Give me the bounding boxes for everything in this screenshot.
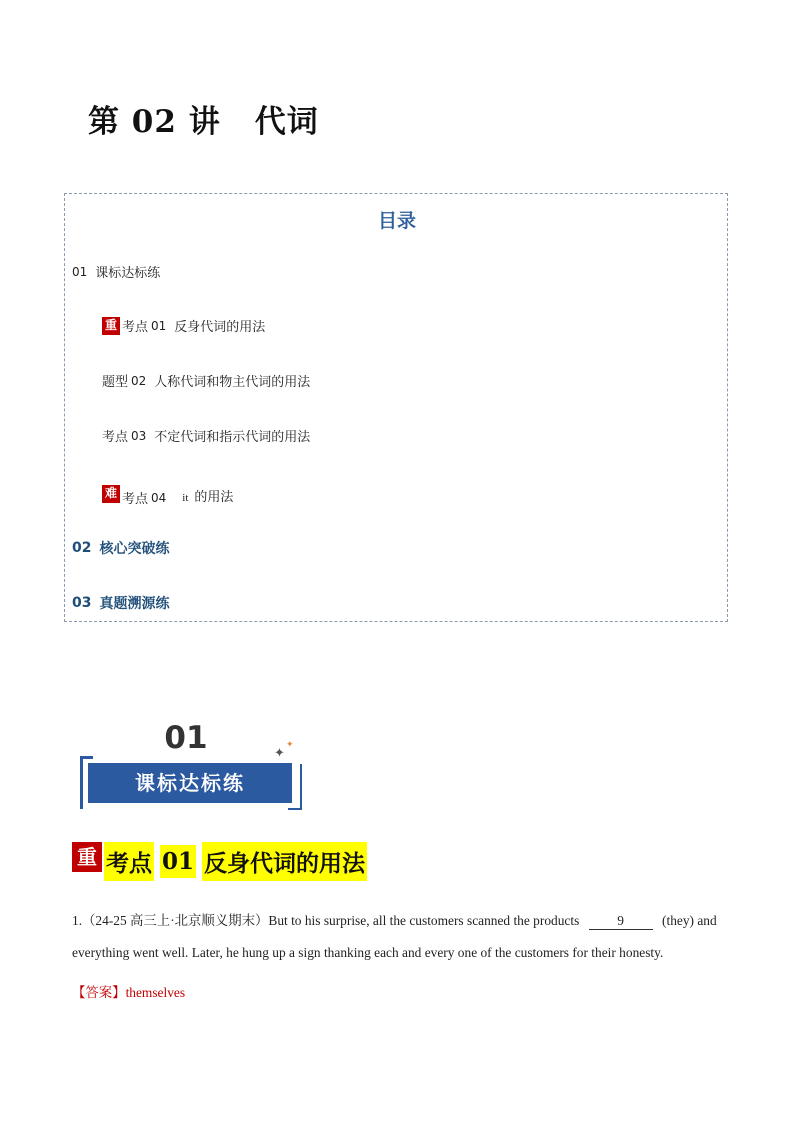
toc-item-number: 02 <box>131 373 147 388</box>
question-rest: and everything went well. Later, he hung up a sign thanking each and every one of the customers for their honesty. <box>72 913 717 960</box>
question-lead: 1.（24-25 高三上·北京顺义期末）But to his surprise, all the customers scanned the products <box>72 913 580 928</box>
banner-number: 01 <box>164 720 208 756</box>
section-number: 01 <box>160 845 196 878</box>
toc-item-label: 人称代词和物主代词的用法 <box>154 375 311 390</box>
key-badge-icon: 重 <box>102 317 120 335</box>
toc-item-number: 03 <box>72 595 92 611</box>
section-label: 反身代词的用法 <box>202 842 367 881</box>
toc-item-label: 反身代词的用法 <box>174 320 266 335</box>
question-hint: (they) <box>662 913 694 928</box>
sparkle-icon: ✦ <box>274 746 285 761</box>
toc-item-prefix: 考点 <box>122 492 149 507</box>
lesson-title <box>88 96 319 141</box>
section-prefix: 考点 <box>104 842 154 881</box>
toc-item-prefix: 考点 <box>102 430 129 445</box>
toc-item-number: 04 <box>151 490 167 505</box>
toc-item-point-03[interactable] <box>102 426 310 445</box>
toc-item-label: it <box>182 491 189 504</box>
toc-item-practice[interactable] <box>72 262 160 281</box>
answer-tag: 【答案】 <box>72 985 126 1000</box>
difficult-badge-icon: 难 <box>102 485 120 503</box>
banner-label: 课标达标练 <box>88 763 292 803</box>
toc-item-label: 真题溯源练 <box>99 596 170 612</box>
toc-item-type-02[interactable] <box>102 371 310 390</box>
answer-blank[interactable]: 9 <box>589 913 653 930</box>
toc-item-label: 课标达标练 <box>95 266 161 281</box>
sparkle-small-icon: ✦ <box>286 740 294 750</box>
toc-item-point-01[interactable] <box>102 316 265 335</box>
answer-value: themselves <box>125 985 186 1000</box>
toc-heading: 目录 <box>377 210 416 232</box>
toc-item-point-04[interactable] <box>102 480 233 507</box>
lesson-number: 第 02 讲 <box>88 104 221 140</box>
toc-item-label: 不定代词和指示代词的用法 <box>154 430 311 445</box>
toc-item-prefix: 题型 <box>102 375 129 390</box>
section-banner <box>80 720 302 812</box>
lesson-topic: 代词 <box>254 104 319 140</box>
toc-item-number: 03 <box>131 428 147 443</box>
toc-item-label: 核心突破练 <box>99 541 170 557</box>
question-1 <box>72 905 722 969</box>
key-badge-icon: 重 <box>72 842 102 872</box>
toc-item-number: 02 <box>72 540 92 556</box>
toc-item-core[interactable] <box>72 538 169 558</box>
toc-item-suffix: 的用法 <box>194 490 234 505</box>
answer-line <box>72 982 185 1001</box>
section-heading <box>72 842 367 880</box>
toc-item-exam[interactable] <box>72 593 169 613</box>
toc-item-number: 01 <box>72 264 88 279</box>
toc-item-prefix: 考点 <box>122 320 149 335</box>
toc-item-number: 01 <box>151 318 167 333</box>
